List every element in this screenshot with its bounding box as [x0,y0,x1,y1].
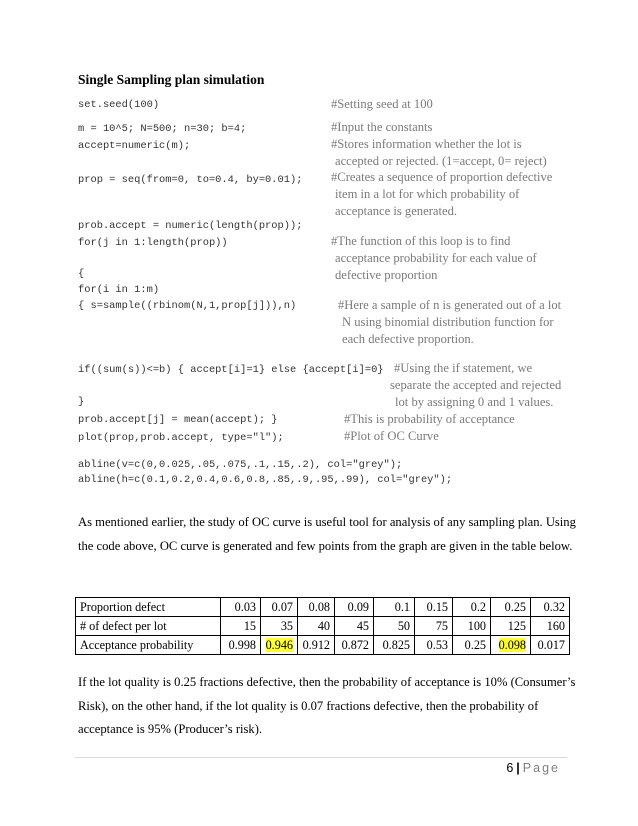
table-cell: 40 [298,617,335,636]
oc-points-table [75,597,570,655]
row-label: Acceptance probability [76,636,221,655]
table-cell: 0.07 [261,598,298,617]
row-label: # of defect per lot [76,617,221,636]
table-row [76,636,570,655]
code-comment: accepted or rejected. (1=accept, 0= reject) [335,154,547,168]
code-line: abline(h=c(0.1,0.2,0.4,0.6,0.8,.85,.9,.95,.99), col="grey"); [78,474,453,486]
code-comment: defective proportion [335,268,438,282]
table-cell: 45 [335,617,374,636]
table-cell: 100 [453,617,491,636]
table-cell: 0.53 [415,636,453,655]
row-label: Proportion defect [76,598,221,617]
code-line: for(i in 1:m) [78,284,160,296]
code-line: } [78,396,85,408]
code-line: for(j in 1:length(prop)) [78,237,228,249]
code-comment: #Input the constants [331,120,433,134]
code-comment: acceptance is generated. [335,204,458,218]
code-comment: #The function of this loop is to find [331,234,511,248]
table-cell: 0.32 [531,598,570,617]
table-cell: 50 [374,617,415,636]
table-cell: 0.25 [491,598,531,617]
table-cell: 35 [261,617,298,636]
table-cell: 0.825 [374,636,415,655]
code-comment: #Setting seed at 100 [331,97,433,111]
code-line: m = 10^5; N=500; n=30; b=4; [78,123,247,135]
table-cell: 125 [491,617,531,636]
highlight-mark: 0.946 [265,637,293,652]
table-cell: 0.2 [453,598,491,617]
code-comment: #Creates a sequence of proportion defective [331,170,553,184]
table-cell: 0.25 [453,636,491,655]
table-cell: 0.017 [531,636,570,655]
table-cell: 160 [531,617,570,636]
code-comment: each defective proportion. [342,332,474,346]
table-cell: 0.15 [415,598,453,617]
highlight-mark: 0.098 [498,637,526,652]
code-line: accept=numeric(m); [78,140,191,152]
footer-separator: | [516,761,520,775]
code-comment: item in a lot for which probability of [335,187,520,201]
table-row [76,617,570,636]
code-line: prob.accept[j] = mean(accept); } [78,414,278,426]
table-cell: 0.912 [298,636,335,655]
table-cell: 0.872 [335,636,374,655]
body-paragraph: As mentioned earlier, the study of OC curve is useful tool for analysis of any sampling plan. Using the code above, OC curve is generated and few points from the graph are given in the table below. [78,515,576,553]
page-number: 6 [506,761,514,775]
code-comment: separate the accepted and rejected [390,378,562,392]
table-cell: 75 [415,617,453,636]
code-line: prob.accept = numeric(length(prop)); [78,220,303,232]
code-line: if((sum(s))<=b) { accept[i]=1} else {accept[i]=0} [78,364,384,376]
code-line: { s=sample((rbinom(N,1,prop[j])),n) [78,300,297,312]
code-comment: #Using the if statement, we [394,361,533,375]
table-cell: 0.08 [298,598,335,617]
code-line: plot(prop,prob.accept, type="l"); [78,432,284,444]
code-line: { [78,268,85,280]
footer-divider [75,757,567,758]
code-comment: lot by assigning 0 and 1 values. [395,395,554,409]
code-line: prop = seq(from=0, to=0.4, by=0.01); [78,174,303,186]
code-comment: #Here a sample of n is generated out of a lot [338,298,562,312]
code-comment: #Plot of OC Curve [344,429,439,443]
code-comment: #Stores information whether the lot is [331,137,522,151]
page-footer [506,761,560,775]
code-comment: N using binomial distribution function for [342,315,554,329]
table-cell: 15 [221,617,261,636]
table-cell-highlighted [491,636,531,655]
table-cell: 0.09 [335,598,374,617]
code-line: set.seed(100) [78,99,160,111]
code-line: abline(v=c(0,0.025,.05,.075,.1,.15,.2), col="grey"); [78,459,403,471]
table-cell: 0.1 [374,598,415,617]
table-row [76,598,570,617]
table-cell: 0.03 [221,598,261,617]
section-title: Single Sampling plan simulation [78,72,265,87]
page-word: Page [522,761,560,775]
body-paragraph: If the lot quality is 0.25 fractions defective, then the probability of acceptance is 10% (Consumer’s Risk), on the other hand, if the lot quality is 0.07 fractions defective, then the probability of acceptance is 95% (Producer’s risk). [78,675,576,736]
code-comment: acceptance probability for each value of [335,251,537,265]
table-cell: 0.998 [221,636,261,655]
table-cell-highlighted [261,636,298,655]
code-comment: #This is probability of acceptance [344,412,515,426]
